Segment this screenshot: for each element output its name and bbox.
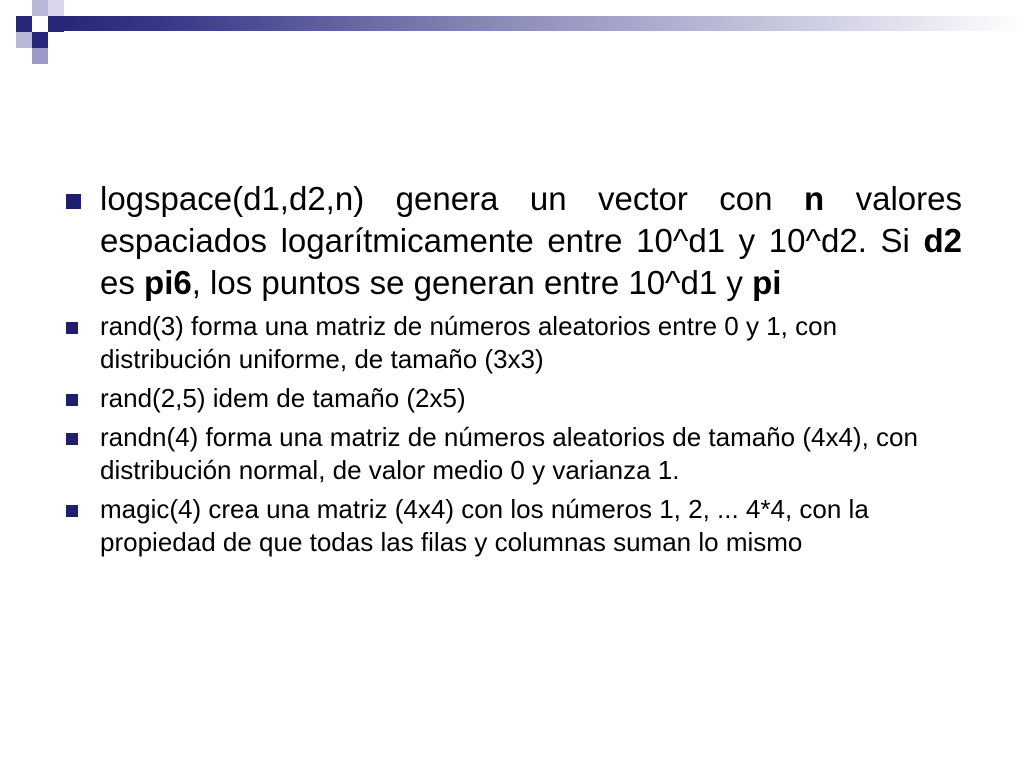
decor-square bbox=[48, 16, 64, 32]
square-bullet-icon bbox=[66, 433, 78, 445]
bullet-text: rand(2,5) idem de tamaño (2x5) bbox=[100, 383, 466, 413]
decor-square bbox=[32, 32, 48, 48]
square-bullet-icon bbox=[66, 394, 78, 406]
bullet-item-magic bbox=[60, 493, 964, 559]
bullet-item-randn bbox=[60, 421, 964, 487]
decor-square bbox=[48, 0, 64, 16]
decor-square bbox=[32, 48, 48, 64]
gradient-bar bbox=[64, 16, 1024, 31]
square-bullet-icon bbox=[66, 322, 78, 334]
bullet-text: magic(4) crea una matriz (4x4) con los números 1, 2, ... 4*4, con la propiedad de que todas las filas y columnas suman lo mismo bbox=[100, 494, 869, 557]
decor-square bbox=[32, 0, 48, 16]
bullet-item-rand3 bbox=[60, 310, 964, 376]
header-decoration bbox=[0, 0, 1024, 48]
bullet-item-logspace bbox=[60, 178, 964, 304]
bullet-text: rand(3) forma una matriz de números aleatorios entre 0 y 1, con distribución uniforme, de tamaño (3x3) bbox=[100, 311, 838, 374]
square-bullet-icon bbox=[66, 505, 78, 517]
decor-square bbox=[32, 16, 48, 32]
square-bullet-icon bbox=[66, 194, 81, 209]
decor-square bbox=[16, 16, 32, 32]
decor-square bbox=[16, 32, 32, 48]
bullet-text: randn(4) forma una matriz de números aleatorios de tamaño (4x4), con distribución normal, de valor medio 0 y varianza 1. bbox=[100, 422, 918, 485]
bullet-item-rand25 bbox=[60, 382, 964, 415]
bullet-list bbox=[60, 178, 964, 565]
bullet-text: logspace(d1,d2,n) genera un vector con n valores espaciados logarítmicamente entre 10^d1 y 10^d2. Si d2 es pi6, los puntos se generan entre 10^d1 y pi bbox=[100, 180, 962, 301]
